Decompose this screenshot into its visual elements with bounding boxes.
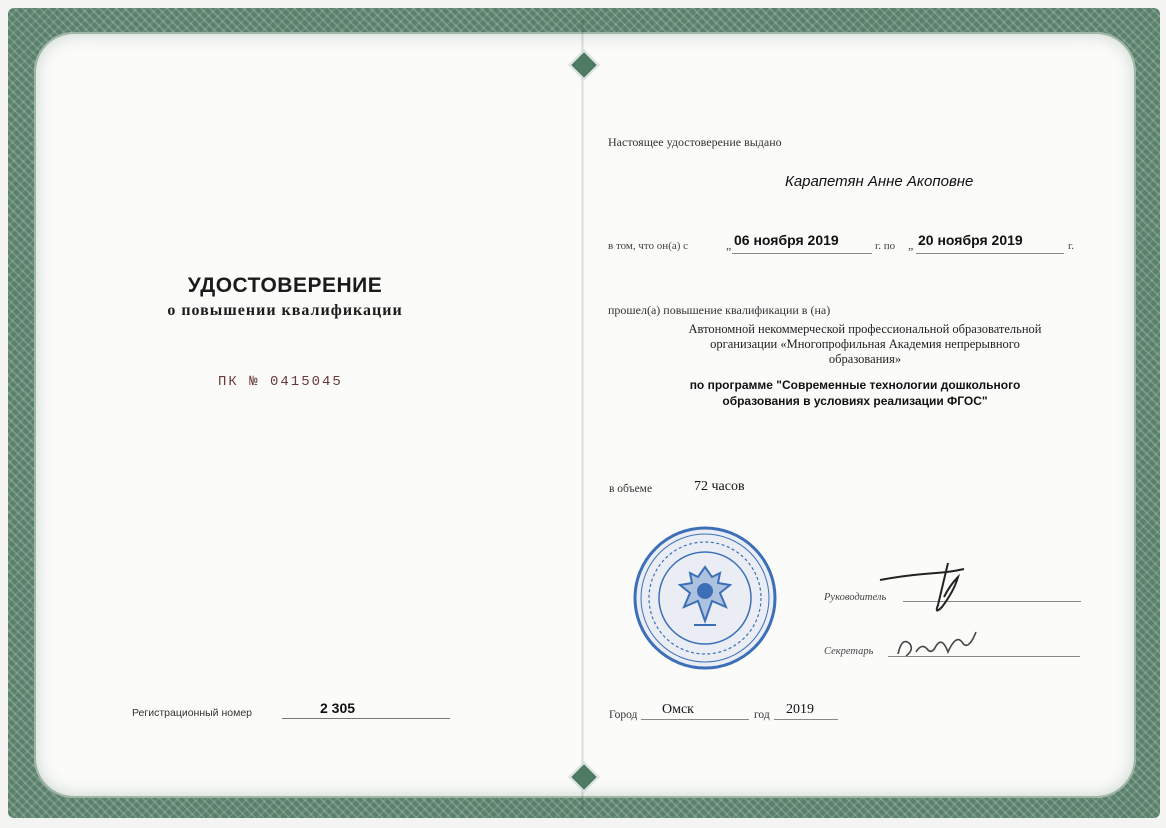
year-suffix-1: г. по <box>875 240 896 252</box>
period-prefix: в том, что он(а) с <box>608 240 689 252</box>
city-label: Город <box>609 709 638 721</box>
registration-underline <box>282 718 450 719</box>
organization-line: Автономной некоммерческой профессиональной образовательной <box>688 322 1042 336</box>
registration-number: 2 305 <box>320 700 356 716</box>
program-name <box>660 377 1050 409</box>
head-signature-icon <box>876 555 976 620</box>
organization-name <box>640 322 1090 367</box>
head-label: Руководитель <box>824 592 887 603</box>
start-date-underline <box>732 253 872 254</box>
organization-line: образования» <box>828 352 902 366</box>
center-fold <box>581 20 584 810</box>
issued-to-label: Настоящее удостоверение выдано <box>608 135 782 149</box>
quote-mark-1: „ <box>726 238 732 252</box>
end-date-underline <box>916 253 1064 254</box>
year-suffix-2: г. <box>1068 240 1075 252</box>
volume-value: 72 часов <box>694 479 745 494</box>
start-date: 06 ноября 2019 <box>734 232 839 248</box>
passed-label: прошел(а) повышение квалификации в (на) <box>608 303 831 317</box>
volume-label: в объеме <box>609 483 653 495</box>
program-line: по программе "Современные технологии дошкольного <box>689 378 1021 392</box>
certificate-paper <box>34 32 1136 798</box>
end-date: 20 ноября 2019 <box>918 232 1023 248</box>
certificate-subtitle: о повышении квалификации <box>167 302 403 319</box>
year-underline <box>774 719 838 720</box>
serial-number: ПК № 0415045 <box>218 374 343 390</box>
year-value: 2019 <box>786 702 814 717</box>
program-line: образования в условиях реализации ФГОС" <box>722 394 988 408</box>
secretary-signature-icon <box>892 628 992 668</box>
training-period <box>608 232 1088 262</box>
city-value: Омск <box>662 702 694 717</box>
secretary-label: Секретарь <box>824 646 874 657</box>
city-underline <box>641 719 749 720</box>
recipient-name: Карапетян Анне Акоповне <box>785 173 974 190</box>
certificate-title: УДОСТОВЕРЕНИЕ <box>187 274 383 297</box>
quote-mark-2: „ <box>908 238 914 252</box>
registration-label: Регистрационный номер <box>132 707 252 719</box>
organization-line: организации «Многопрофильная Академия непрерывного <box>710 337 1020 351</box>
official-stamp-icon <box>632 525 778 671</box>
year-label: год <box>754 709 770 721</box>
